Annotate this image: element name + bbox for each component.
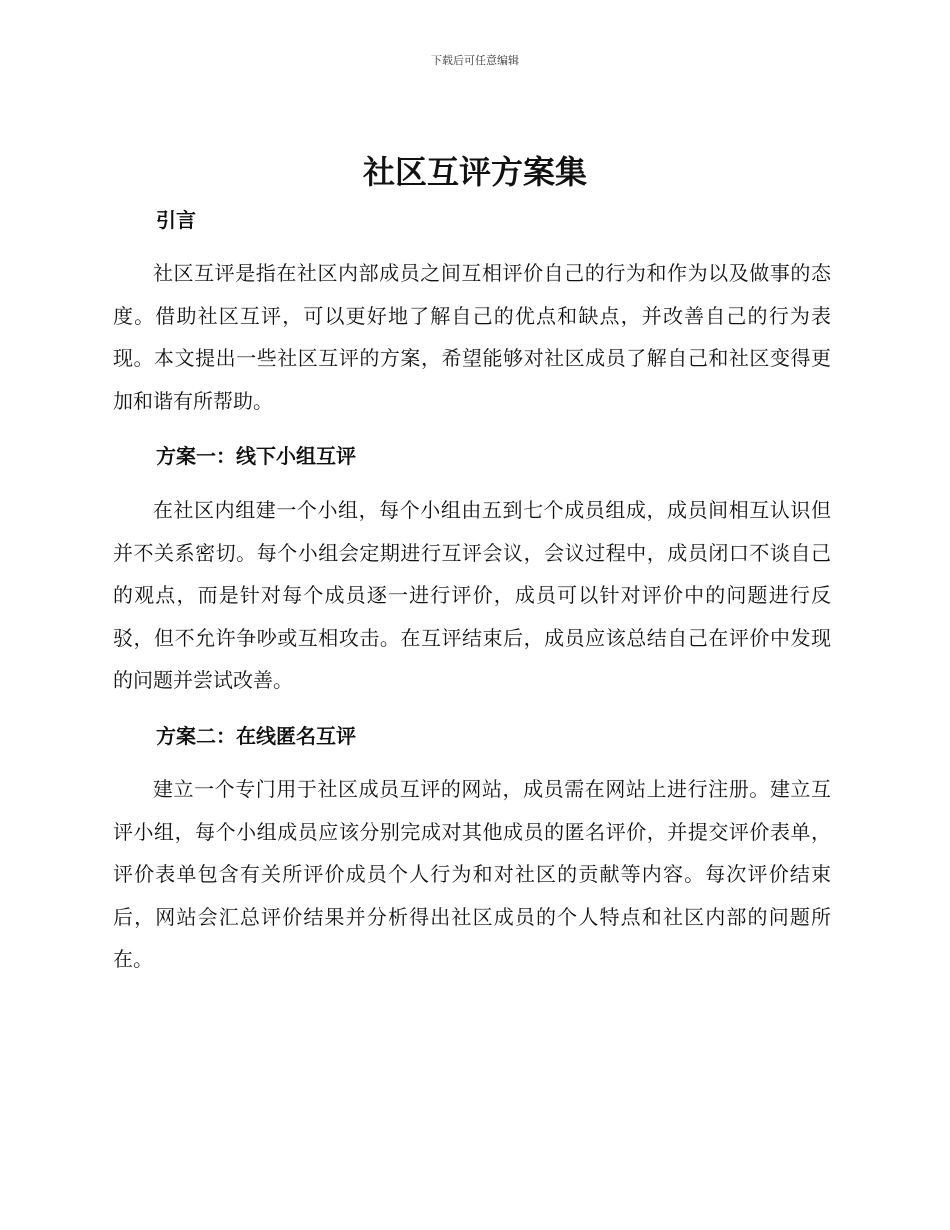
section-heading-plan-one: 方案一：线下小组互评 (156, 444, 356, 468)
section-heading-intro: 引言 (156, 208, 196, 232)
page-header-note: 下载后可任意编辑 (431, 54, 519, 67)
section-body-plan-one: 在社区内组建一个小组，每个小组由五到七个成员组成，成员间相互认识但并不关系密切。每个小组会定期进行互评会议，会议过程中，成员闭口不谈自己的观点，而是针对每个成员逐一进行评价，成员可以针对评价中的问题进行反驳，但不允许争吵或互相攻击。在互评结束后，成员应该总结自己在评价中发现的问题并尝试改善。 (113, 498, 831, 693)
section-heading-plan-two: 方案二：在线匿名互评 (156, 724, 356, 748)
section-body-intro: 社区互评是指在社区内部成员之间互相评价自己的行为和作为以及做事的态度。借助社区互评，可以更好地了解自己的优点和缺点，并改善自己的行为表现。本文提出一些社区互评的方案，希望能够对社区成员了解自己和社区变得更加和谐有所帮助。 (113, 261, 831, 413)
document-title: 社区互评方案集 (362, 153, 587, 191)
section-body-plan-two: 建立一个专门用于社区成员互评的网站，成员需在网站上进行注册。建立互评小组，每个小组成员应该分别完成对其他成员的匿名评价，并提交评价表单，评价表单包含有关所评价成员个人行为和对社区的贡献等内容。每次评价结束后，网站会汇总评价结果并分析得出社区成员的个人特点和社区内部的问题所在。 (113, 777, 831, 972)
